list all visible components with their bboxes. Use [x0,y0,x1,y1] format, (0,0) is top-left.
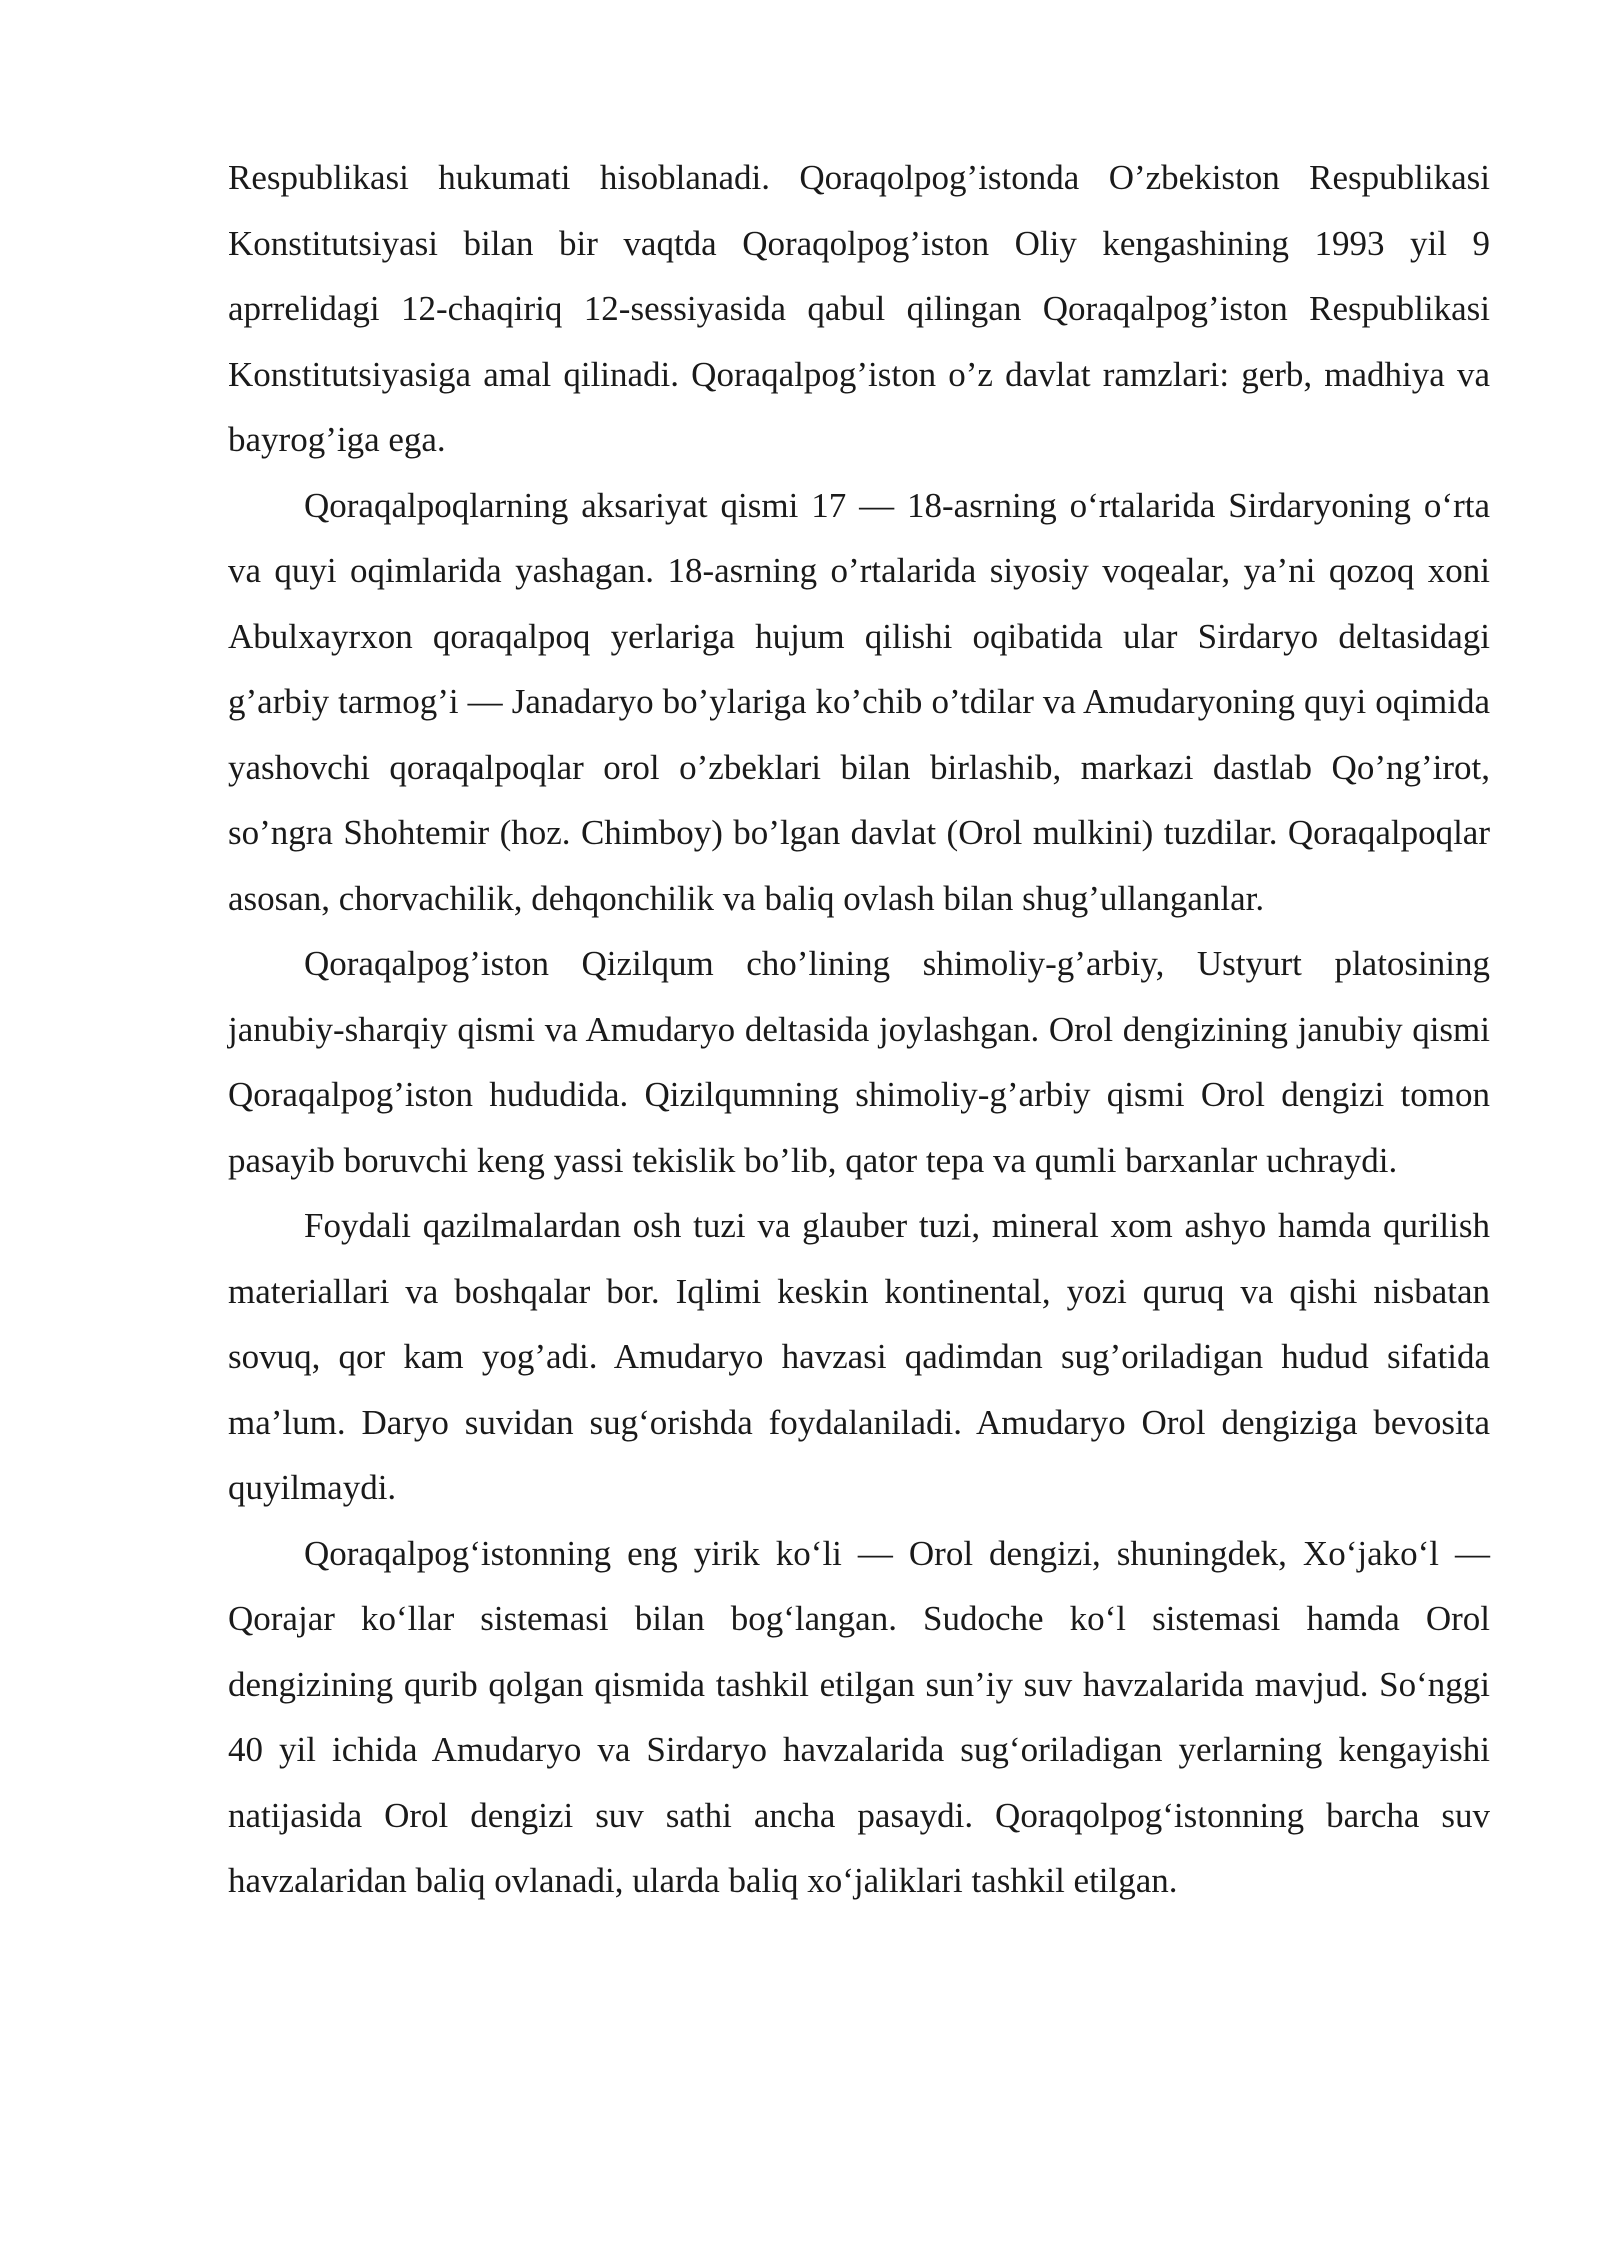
paragraph-continued: Respublikasi hukumati hisoblanadi. Qoraqolpog’istonda O’zbekiston Respublikasi Konstitutsiyasi bilan bir vaqtda Qoraqolpog’iston Oliy kengashining 1993 yil 9 aprrelidagi 12-chaqiriq 12-sessiyasida qabul qilingan Qoraqalpog’iston Respublikasi Konstitutsiyasiga amal qilinadi. Qoraqalpog’iston o’z davlat ramzlari: gerb, madhiya va bayrog’iga ega. [228,158,1490,459]
document-page [228,145,1490,1914]
paragraph: Foydali qazilmalardan osh tuzi va glauber tuzi, mineral xom ashyo hamda qurilish materiallari va boshqalar bor. Iqlimi keskin kontinental, yozi quruq va qishi nisbatan sovuq, qor kam yog’adi. Amudaryo havzasi qadimdan sug’oriladigan hudud sifatida ma’lum. Daryo suvidan sugʻorishda foydalaniladi. Amudaryo Orol dengiziga bevosita quyilmaydi. [228,1206,1490,1507]
paragraph: Qoraqalpoqlarning aksariyat qismi 17 — 18-asrning oʻrtalarida Sirdaryoning oʻrta va quyi oqimlarida yashagan. 18-asrning o’rtalarida siyosiy voqealar, ya’ni qozoq xoni Abulxayrxon qoraqalpoq yerlariga hujum qilishi oqibatida ular Sirdaryo deltasidagi g’arbiy tarmog’i — Janadaryo bo’ylariga ko’chib o’tdilar va Amudaryoning quyi oqimida yashovchi qoraqalpoqlar orol o’zbeklari bilan birlashib, markazi dastlab Qo’ng’irot, so’ngra Shohtemir (hoz. Chimboy) bo’lgan davlat (Orol mulkini) tuzdilar. Qoraqalpoqlar asosan, chorvachilik, dehqonchilik va baliq ovlash bilan shug’ullanganlar. [228,485,1490,918]
paragraph: Qoraqalpogʻistonning eng yirik koʻli — Orol dengizi, shuningdek, Xoʻjakoʻl — Qorajar koʻllar sistemasi bilan bogʻlangan. Sudoche koʻl sistemasi hamda Orol dengizining qurib qolgan qismida tashkil etilgan sun’iy suv havzalarida mavjud. Soʻnggi 40 yil ichida Amudaryo va Sirdaryo havzalarida sugʻoriladigan yerlarning kengayishi natijasida Orol dengizi suv sathi ancha pasaydi. Qoraqolpogʻistonning barcha suv havzalaridan baliq ovlanadi, ularda baliq xoʻjaliklari tashkil etilgan. [228,1533,1490,1900]
paragraph: Qoraqalpog’iston Qizilqum cho’lining shimoliy-g’arbiy, Ustyurt platosining janubiy-sharqiy qismi va Amudaryo deltasida joylashgan. Orol dengizining janubiy qismi Qoraqalpog’iston hududida. Qizilqumning shimoliy-g’arbiy qismi Orol dengizi tomon pasayib boruvchi keng yassi tekislik bo’lib, qator tepa va qumli barxanlar uchraydi. [228,944,1490,1180]
